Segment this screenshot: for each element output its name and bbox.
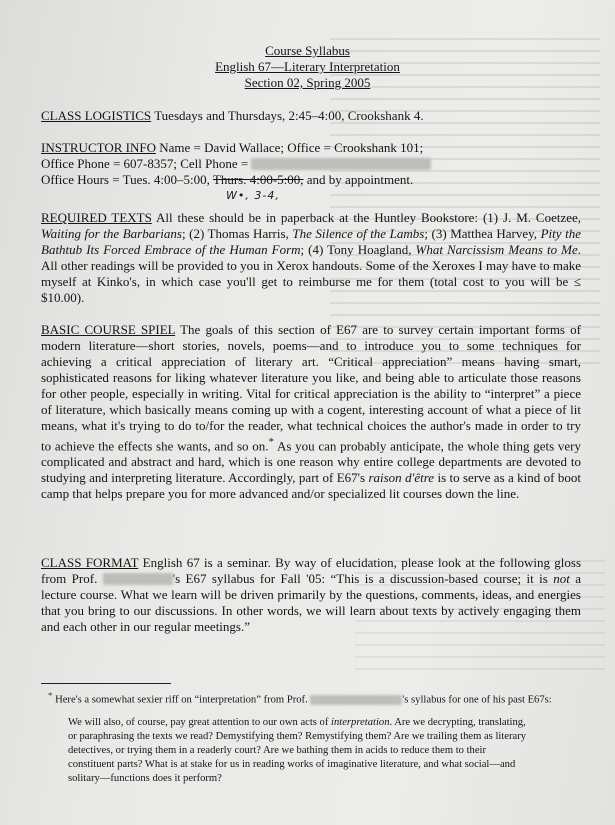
texts-item: ; (4) Tony Hoagland,: [300, 242, 412, 257]
texts-intro: All these should be in paperback at the Huntley Bookstore:: [156, 210, 479, 225]
spiel-text: As you can probably anticipate, the whole thing gets very complicated and abstract and hard, which is one reason why entire college departments are devoted to studying and interpreting literature. Accordingly, part of E67's: [41, 438, 581, 486]
format-text-italic: not: [553, 571, 570, 586]
course-section: Section 02, Spring 2005: [244, 75, 371, 90]
logistics-heading: CLASS LOGISTICS: [41, 108, 152, 123]
logistics-line: [41, 108, 581, 124]
syllabus-title: Course Syllabus: [265, 43, 350, 58]
instructor-info: [41, 140, 581, 188]
class-format: [41, 555, 581, 635]
footnote-mark: *: [48, 690, 53, 700]
footnote-quote: [68, 716, 528, 786]
footnote-intro: [48, 688, 588, 708]
logistics-text: Tuesdays and Thursdays, 2:45–4:00, Crookshank 4.: [154, 108, 424, 123]
redacted-phone: [251, 158, 431, 170]
book-title: Waiting for the Barbarians: [41, 226, 182, 241]
quote-text-italic: interpretation: [331, 717, 390, 728]
format-text: 's E67 syllabus for Fall '05: “This is a discussion-based course; it is: [172, 571, 554, 586]
footnote-text: 's syllabus for one of his past E67s:: [402, 694, 552, 706]
footnote-divider: [41, 683, 171, 684]
texts-note: . All other readings will be provided to you in Xerox handouts. Some of the Xeroxes I may have to make myself at Kinko's, in which case you'll get to reimburse me for them (total cost to you will be ≤ $10.00).: [41, 242, 582, 305]
office-hours-end: and by appointment.: [306, 172, 414, 187]
spiel-heading: BASIC COURSE SPIEL: [41, 322, 176, 337]
spiel-text: The goals of this section of E67 are to survey certain important forms of modern literature—short stories, novels, poems—and to introduce you to some techniques for achieving a critical appreciation of literary art. “Critical appreciation” means having smart, sophisticated reasons for liking whatever literature you like, and being able to articulate those reasons for other people, especially in writing. Vital for critical appreciation is the ability to “interpret” a piece of literature, which basically means coming up with a cogent, interesting account of what a piece of lit means, what it's trying to do to/for the reader, what technical choices the author's made in order to try to achieve the effects she wants, and so on.: [41, 322, 581, 454]
spiel-text-italic: raison d'être: [368, 470, 435, 486]
course-name: English 67—Literary Interpretation: [215, 59, 400, 74]
texts-item: (1) J. M. Coetzee,: [482, 210, 582, 225]
texts-item: ; (2) Thomas Harris,: [181, 226, 289, 241]
instructor-line2: Office Phone = 607-8357; Cell Phone =: [41, 156, 249, 171]
course-spiel: [41, 322, 581, 502]
book-title: The Silence of the Lambs: [292, 226, 425, 241]
handwritten-note: W•, 3-4,: [226, 189, 280, 202]
instructor-heading: INSTRUCTOR INFO: [41, 140, 156, 155]
footnote-text: Here's a somewhat sexier riff on “interpretation” from Prof.: [55, 694, 308, 706]
footnote-mark: *: [268, 436, 274, 448]
required-texts: [41, 210, 581, 306]
quote-text: . Are we decrypting, translating, or paraphrasing the texts we read? Demystifying them? Remystifying them? Are we trailing them as literary detectives, or trying them in a readerly court? Are we bathing them in acids to reduce them to their constituent parts? What is at stake for us in reading works of imaginative literature, and what social—and solitary—functions does it perform?: [68, 717, 527, 784]
struck-hours: Thurs. 4:00-5:00,: [212, 172, 304, 187]
instructor-line1: Name = David Wallace; Office = Crookshank 101;: [159, 140, 424, 155]
format-heading: CLASS FORMAT: [41, 555, 139, 570]
book-title: What Narcissism Means to Me: [415, 242, 578, 257]
redacted-name: [310, 695, 402, 705]
redacted-name: [103, 573, 173, 585]
quote-text: We will also, of course, pay great attention to our own acts of: [68, 717, 332, 728]
format-text: a lecture course. What we learn will be driven primarily by the questions, comments, ideas, and energies that you bring to our discussions. In other words, we will learn about texts by actively engaging them and each other in our regular meetings.”: [41, 571, 582, 634]
format-text: English 67 is a seminar. By way of elucidation, please look at the following gloss from Prof.: [41, 555, 582, 586]
texts-heading: REQUIRED TEXTS: [41, 210, 152, 225]
texts-item: ; (3) Matthea Harvey,: [424, 226, 538, 241]
office-hours: Office Hours = Tues. 4:00–5:00,: [41, 172, 210, 187]
spiel-text: is to serve as a kind of boot camp that helps prepare you for more advanced and/or specialized lit courses down the line.: [41, 470, 581, 502]
book-title: Pity the Bathtub Its Forced Embrace of the Human Form: [41, 226, 581, 257]
